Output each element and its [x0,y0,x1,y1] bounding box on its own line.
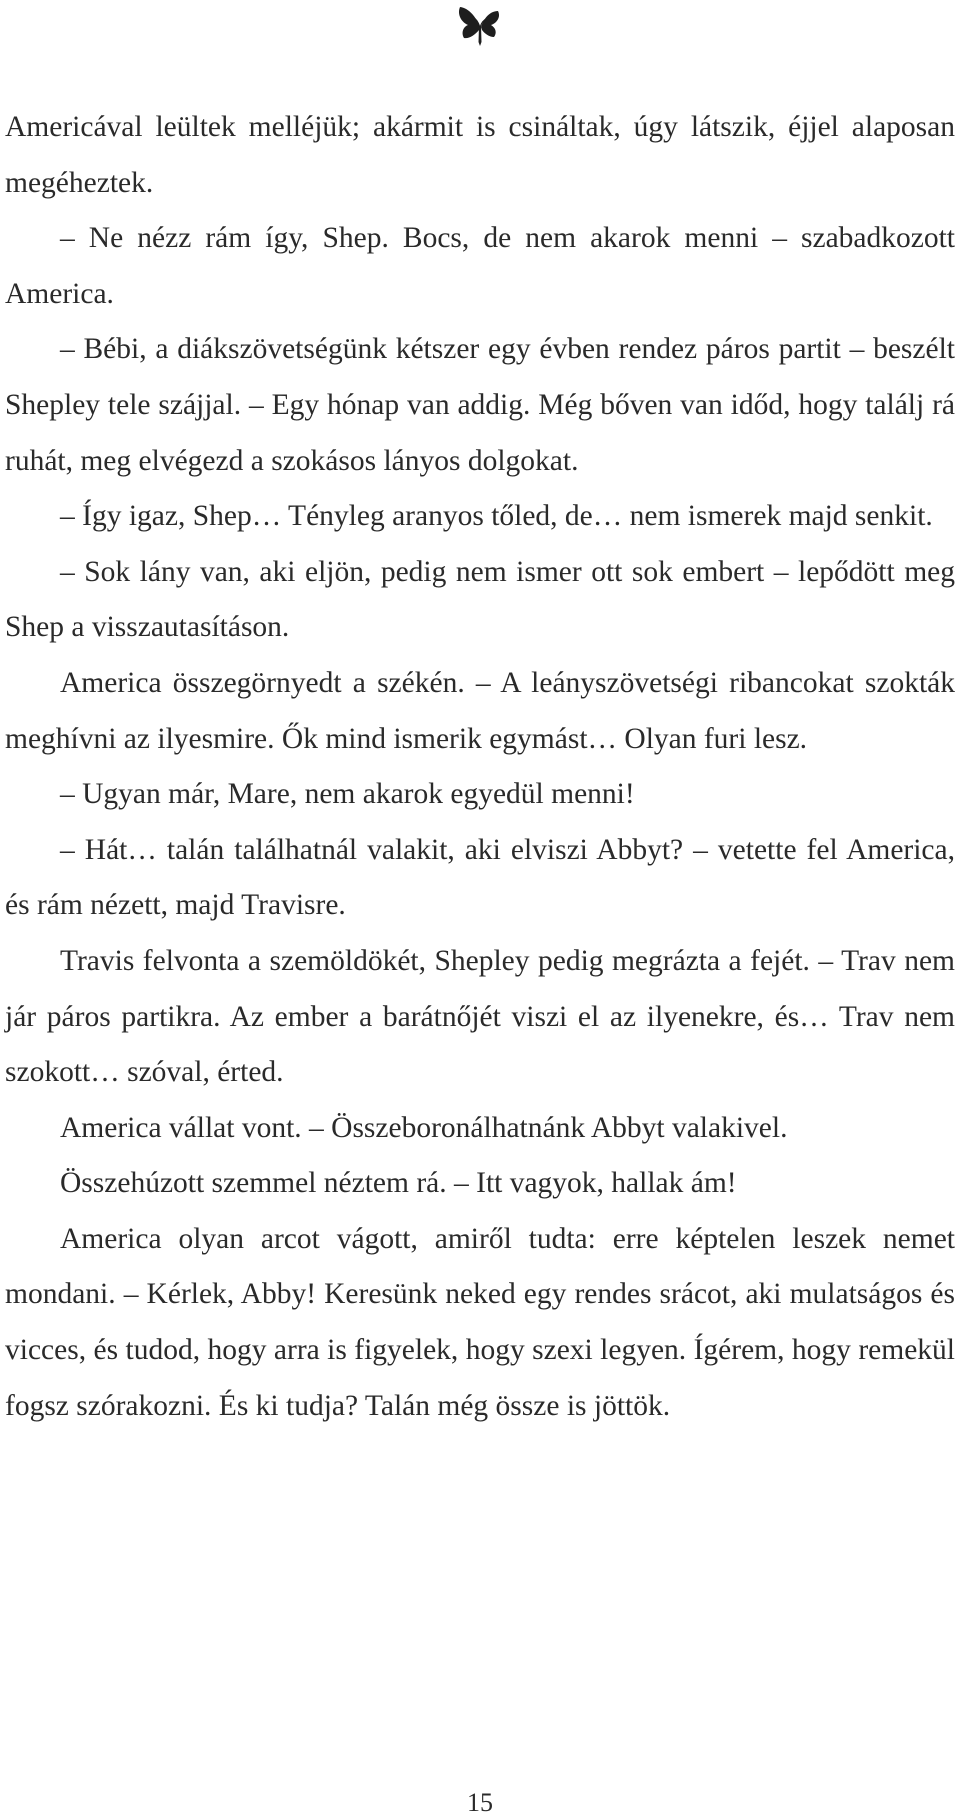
paragraph: – Így igaz, Shep… Tényleg aranyos tőled, de… nem ismerek majd senkit. [60,500,933,533]
body-text [5,100,955,1434]
paragraph: Travis felvonta a szemöldökét, Shepley pedig megrázta a fejét. – Trav nem jár páros partikra. Az ember a barátnőjét viszi el az ilyenekre, és… Trav nem szokott… szóval, érted. [5,944,955,1089]
paragraph: America olyan arcot vágott, amiről tudta: erre képtelen leszek nemet mondani. – Kérlek, Abby! Keresünk neked egy rendes srácot, aki mulatságos és vicces, és tudod, hogy arra is figyelek, hogy szexi legyen. Ígérem, hogy remekül fogsz szórakozni. És ki tudja? Talán még össze is jöttök. [5,1222,955,1422]
paragraph: Összehúzott szemmel néztem rá. – Itt vagyok, hallak ám! [60,1167,737,1200]
paragraph: – Bébi, a diákszövetségünk kétszer egy évben rendez páros partit – beszélt Shepley tele szájjal. – Egy hónap van addig. Még bőven van időd, hogy találj rá ruhát, meg elvégezd a szokásos lányos dolgokat. [5,333,955,477]
paragraph: – Ugyan már, Mare, nem akarok egyedül menni! [60,778,635,811]
paragraph: – Ne nézz rám így, Shep. Bocs, de nem akarok menni – szabadkozott America. [5,222,955,310]
paragraph: – Sok lány van, aki eljön, pedig nem ismer ott sok embert – lepődött meg Shep a visszautasításon. [5,555,955,644]
paragraph: America vállat vont. – Összeboronálhatnánk Abbyt valakivel. [60,1111,788,1144]
paragraph: America összegörnyedt a székén. – A leányszövetségi ribancokat szokták meghívni az ilyesmire. Ők mind ismerik egymást… Olyan furi lesz. [5,666,955,755]
butterfly-icon [455,4,505,50]
paragraph: Americával leültek melléjük; akármit is csináltak, úgy látszik, éjjel alaposan megéheztek. [5,111,955,199]
paragraph: – Hát… talán találhatnál valakit, aki elviszi Abbyt? – vetette fel America, és rám nézett, majd Travisre. [5,833,955,922]
page-number: 15 [467,1788,493,1817]
